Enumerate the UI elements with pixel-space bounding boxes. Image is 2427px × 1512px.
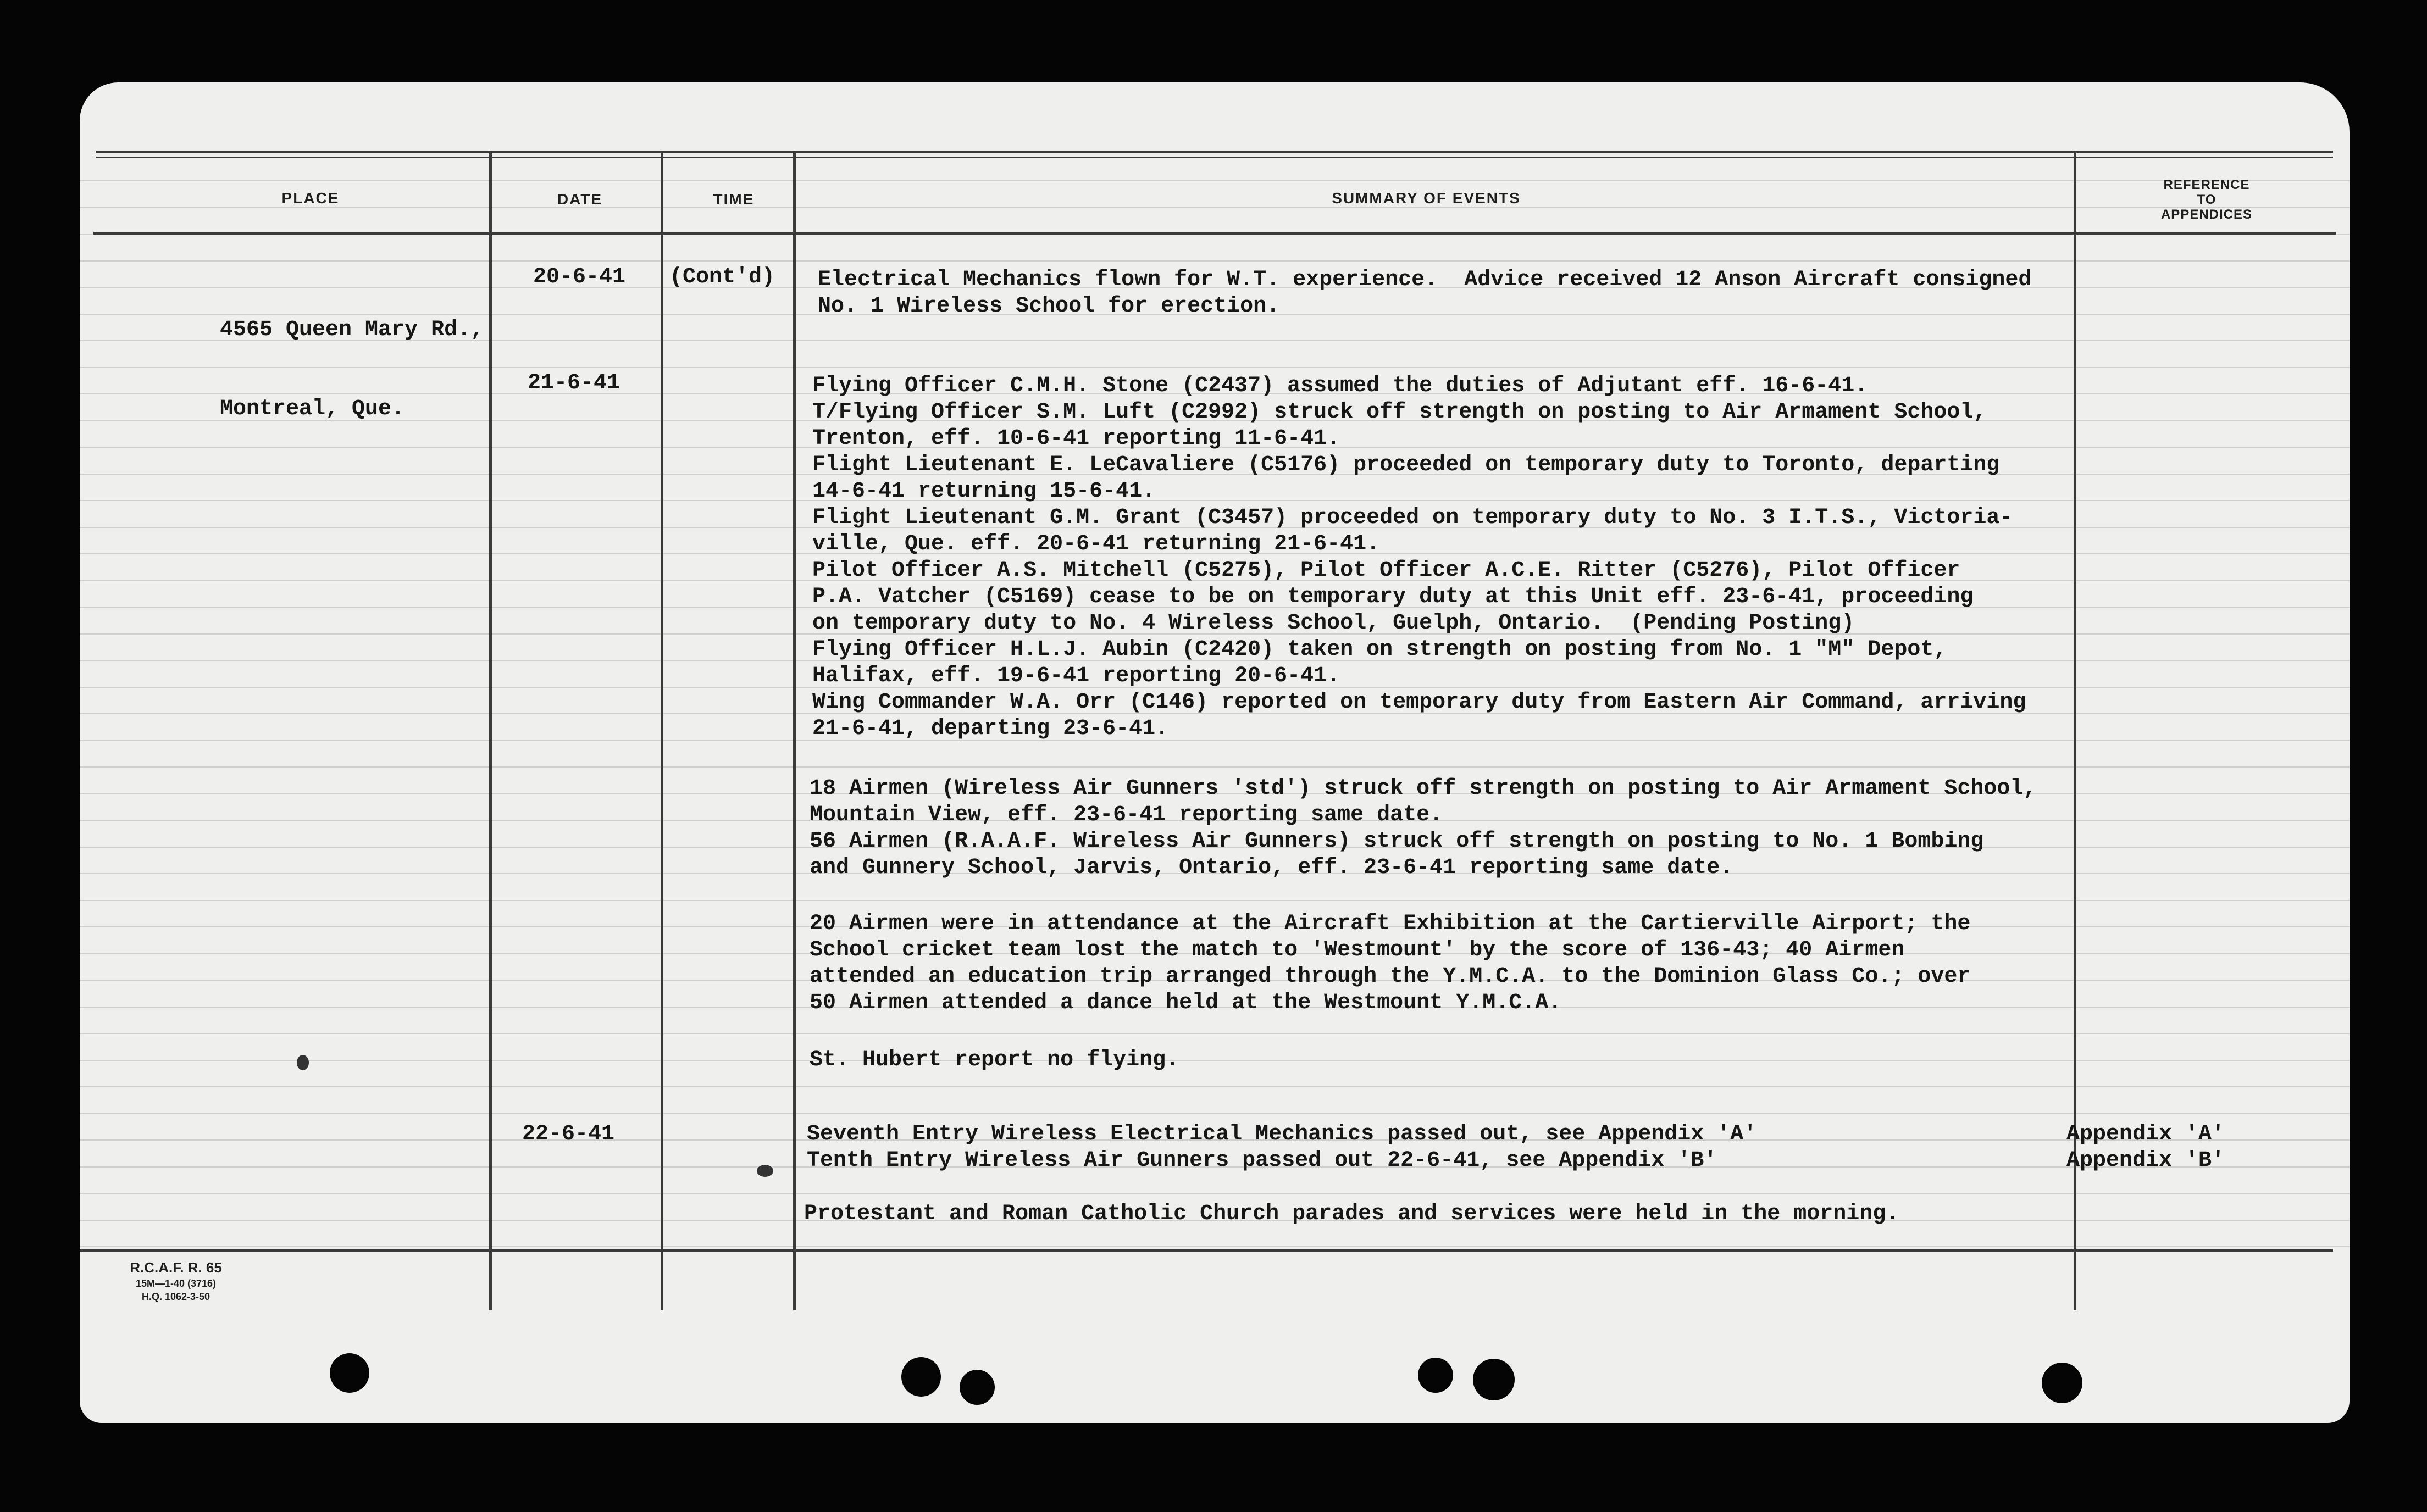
entry-line: Appendix 'A' <box>2066 1122 2225 1147</box>
col-divider-time-summary <box>793 151 796 1310</box>
entry-21-6-41-activities <box>810 911 1970 1016</box>
entry-21-6-41-st-hubert <box>810 1047 1179 1074</box>
entry-line: Wing Commander W.A. Orr (C146) reported on temporary duty from Eastern Air Command, arriving <box>812 690 2026 715</box>
entry-line: 14-6-41 returning 15-6-41. <box>812 479 1156 504</box>
punch-hole <box>2042 1363 2082 1403</box>
entry-line: No. 1 Wireless School for erection. <box>818 294 1280 319</box>
entry-line: 50 Airmen attended a dance held at the Westmount Y.M.C.A. <box>810 991 1562 1015</box>
header-reference <box>2080 177 2333 222</box>
entry-line: Protestant and Roman Catholic Church parades and services were held in the morning. <box>804 1202 1899 1226</box>
header-reference-line: REFERENCE <box>2163 177 2250 192</box>
header-date: DATE <box>557 191 603 208</box>
ruled-line <box>80 766 2350 768</box>
entry-line: Flying Officer H.L.J. Aubin (C2420) taken on strength on posting from No. 1 "M" Depot, <box>812 637 1947 662</box>
entry-line: Flight Lieutenant E. LeCavaliere (C5176) proceeded on temporary duty to Toronto, departing <box>812 453 2000 477</box>
entry-line: Trenton, eff. 10-6-41 reporting 11-6-41. <box>812 426 1340 451</box>
top-rule-2 <box>96 157 2333 158</box>
place <box>220 264 484 475</box>
place-line: Montreal, Que. <box>220 397 405 421</box>
header-summary: SUMMARY OF EVENTS <box>1332 190 1521 207</box>
entry-line: 56 Airmen (R.A.A.F. Wireless Air Gunners) struck off strength on posting to No. 1 Bombing <box>810 829 1984 854</box>
entry-line: School cricket team lost the match to 'Westmount' by the score of 136-43; 40 Airmen <box>810 938 1905 963</box>
form-line: 15M—1-40 (3716) <box>135 1278 217 1289</box>
ruled-line <box>80 1113 2350 1114</box>
ruled-line <box>80 180 2350 181</box>
header-place: PLACE <box>281 190 340 207</box>
entry-line: Flight Lieutenant G.M. Grant (C3457) proceeded on temporary duty to No. 3 I.T.S., Victoria- <box>812 505 2013 530</box>
punch-hole <box>901 1357 941 1397</box>
entry-line: ville, Que. eff. 20-6-41 returning 21-6-41. <box>812 532 1380 557</box>
header-time: TIME <box>713 191 755 208</box>
entry-line: Appendix 'B' <box>2066 1148 2225 1173</box>
entry-22-6-41-church <box>804 1201 1899 1227</box>
entry-line: St. Hubert report no flying. <box>810 1048 1179 1072</box>
entry-line: Flying Officer C.M.H. Stone (C2437) assumed the duties of Adjutant eff. 16-6-41. <box>812 374 1868 398</box>
header-reference-line: TO <box>2197 192 2217 207</box>
ruled-line <box>80 260 2350 262</box>
punch-hole <box>1418 1358 1453 1393</box>
ruled-line <box>80 1246 2350 1247</box>
entry-line: 18 Airmen (Wireless Air Gunners 'std') struck off strength on posting to Air Armament School, <box>810 776 2037 801</box>
ruled-line <box>80 1060 2350 1061</box>
ruled-line <box>80 900 2350 901</box>
punch-hole <box>330 1353 369 1393</box>
entry-line: Mountain View, eff. 23-6-41 reporting same date. <box>810 803 1443 827</box>
record-card <box>80 82 2350 1423</box>
date-22-6-41: 22-6-41 <box>522 1122 615 1147</box>
entry-line: T/Flying Officer S.M. Luft (C2992) struck off strength on posting to Air Armament School, <box>812 400 1987 425</box>
punch-hole <box>1473 1359 1515 1400</box>
body-bottom-rule <box>80 1249 2333 1252</box>
entry-line: Pilot Officer A.S. Mitchell (C5275), Pilot Officer A.C.E. Ritter (C5276), Pilot Officer <box>812 558 1960 583</box>
entry-22-6-41-passed-out <box>807 1121 1756 1174</box>
entry-line: 21-6-41, departing 23-6-41. <box>812 716 1169 741</box>
entry-21-6-41-airmen-postings <box>810 776 2036 881</box>
punch-hole <box>960 1370 995 1405</box>
entry-line: Electrical Mechanics flown for W.T. experience. Advice received 12 Anson Aircraft consigned <box>818 268 2032 292</box>
ruled-line <box>80 1086 2350 1087</box>
entry-line: Seventh Entry Wireless Electrical Mechanics passed out, see Appendix 'A' <box>807 1122 1757 1147</box>
entry-line: on temporary duty to No. 4 Wireless School, Guelph, Ontario. (Pending Posting) <box>812 611 1855 636</box>
date-21-6-41: 21-6-41 <box>528 371 620 396</box>
entry-line: attended an education trip arranged through the Y.M.C.A. to the Dominion Glass Co.; over <box>810 964 1971 989</box>
date-20-6-41: 20-6-41 <box>533 265 626 290</box>
col-divider-place-date <box>489 151 492 1310</box>
form-number <box>110 1258 242 1303</box>
ink-speck <box>757 1165 773 1177</box>
entry-line: 20 Airmen were in attendance at the Aircraft Exhibition at the Cartierville Airport; the <box>810 911 1971 936</box>
col-divider-date-time <box>661 151 663 1310</box>
ruled-line <box>80 207 2350 208</box>
form-line: R.C.A.F. R. 65 <box>130 1259 222 1276</box>
ruled-line <box>80 1193 2350 1194</box>
ink-speck <box>297 1055 309 1070</box>
header-reference-line: APPENDICES <box>2160 207 2253 222</box>
header-bottom-rule <box>93 232 2336 235</box>
entry-line: Halifax, eff. 19-6-41 reporting 20-6-41. <box>812 664 1340 688</box>
entry-line: Tenth Entry Wireless Air Gunners passed out 22-6-41, see Appendix 'B' <box>807 1148 1717 1173</box>
entry-20-6-41 <box>818 267 2031 320</box>
appendix-references <box>2066 1121 2225 1174</box>
entry-line: and Gunnery School, Jarvis, Ontario, eff. 23-6-41 reporting same date. <box>810 855 1733 880</box>
entry-line: P.A. Vatcher (C5169) cease to be on temporary duty at this Unit eff. 23-6-41, proceeding <box>812 585 1974 609</box>
form-line: H.Q. 1062-3-50 <box>141 1291 210 1302</box>
entry-21-6-41-officers <box>812 373 2026 742</box>
time-cont: (Cont'd) <box>669 265 775 290</box>
top-rule <box>96 151 2333 153</box>
ruled-line <box>80 1033 2350 1034</box>
place-line: 4565 Queen Mary Rd., <box>220 318 484 342</box>
